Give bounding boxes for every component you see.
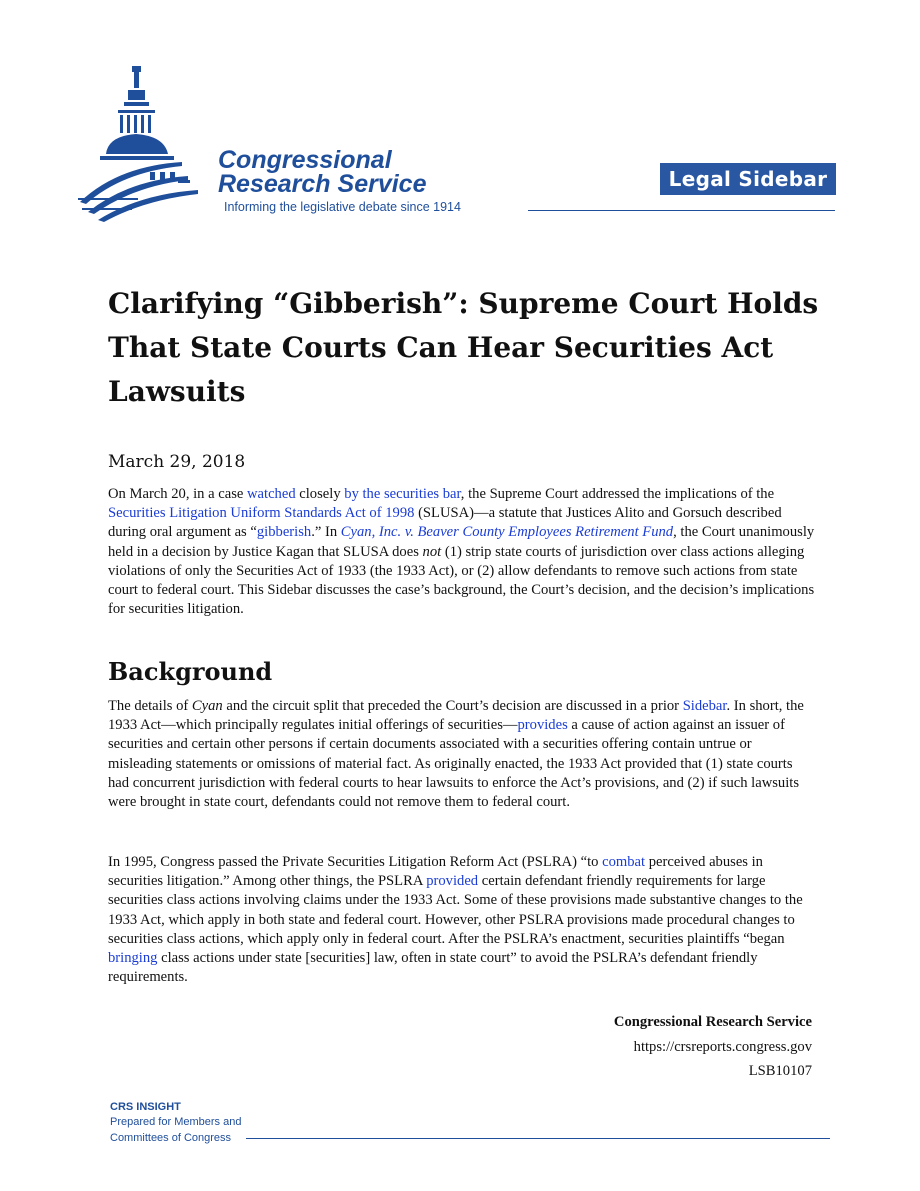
header-divider bbox=[528, 210, 835, 211]
footer-product-code: LSB10107 bbox=[748, 1063, 812, 1079]
text-run: On March 20, in a case bbox=[108, 486, 247, 502]
italic-text: Cyan bbox=[191, 698, 223, 714]
text-run: perceived abuses in securities litigation.” Among other things, the PSLRA bbox=[108, 854, 763, 890]
intro-paragraph bbox=[108, 485, 816, 619]
logo-tagline: Informing the legislative debate since 1914 bbox=[224, 200, 461, 214]
text-run: a cause of action against an issuer of securities and certain other persons if certain documents associated with a securities offering contain untrue or misleading statements or omissions of material fact. As originally enacted, the 1933 Act provided that (1) state courts had concurrent jurisdiction with federal courts to hear lawsuits to enforce the Act’s provisions, and (2) if such lawsuits were brought in state court, defendants could not remove them to federal court. bbox=[108, 717, 800, 811]
text-run: In 1995, Congress passed the Private Securities Litigation Reform Act (PSLRA) “to bbox=[108, 854, 603, 870]
inline-link[interactable]: combat bbox=[602, 854, 646, 870]
inline-link[interactable]: Sidebar bbox=[682, 698, 727, 714]
footer-url: https://crsreports.congress.gov bbox=[633, 1039, 812, 1055]
text-run: class actions under state [securities] law, often in state court” to avoid the PSLRA’s defendant friendly requirements. bbox=[108, 950, 758, 986]
inline-link[interactable]: provided bbox=[426, 873, 479, 890]
article-title: Clarifying “Gibberish”: Supreme Court Holds That State Courts Can Hear Securities Act Lawsuits bbox=[108, 287, 819, 408]
text-run: closely bbox=[295, 486, 345, 502]
crs-logo bbox=[78, 62, 538, 222]
background-paragraph-1 bbox=[108, 697, 816, 812]
text-run: .” In bbox=[311, 524, 341, 541]
background-paragraph-2 bbox=[108, 853, 816, 987]
text-run: (1) strip state courts of jurisdiction over class actions alleging violations of only the Securities Act of 1933 (the 1933 Act), or (2) allow defendants to remove such actions from state court to federal court. This Sidebar discusses the case’s background, the Court’s decision, and the decision’s implications for securities litigation. bbox=[108, 543, 815, 618]
inline-link[interactable]: Securities Litigation Uniform Standards Act of 1998 bbox=[108, 505, 415, 522]
footer-org-name: Congressional Research Service bbox=[613, 1014, 812, 1030]
section-heading-background: Background bbox=[108, 657, 273, 686]
inline-link[interactable]: bringing bbox=[108, 950, 158, 967]
logo-line-1: Congressional bbox=[218, 146, 392, 174]
inline-link[interactable]: gibberish bbox=[256, 524, 312, 541]
italic-text: not bbox=[422, 543, 442, 560]
logo-line-2: Research Service bbox=[218, 170, 427, 198]
inline-link[interactable]: provides bbox=[517, 717, 568, 734]
text-run: certain defendant friendly requirements for large securities class actions involving claims under the 1933 Act. Some of these provisions made substantive changes to the 1933 Act, which apply in both state and federal court. However, other PSLRA provisions made procedural changes to securities class actions, which apply only in federal court. After the PSLRA’s enactment, securities plaintiffs “began bbox=[108, 873, 803, 947]
text-run: , the Supreme Court addressed the implications of the bbox=[460, 486, 775, 502]
text-run: (SLUSA)—a statute that Justices Alito and Gorsuch described during oral argument as “ bbox=[108, 505, 782, 541]
prepared-for-line-2: Committees of Congress bbox=[110, 1132, 232, 1144]
inline-link[interactable]: by the securities bar bbox=[344, 486, 461, 502]
text-run: . In short, the 1933 Act—which principally regulates initial offerings of securities— bbox=[108, 698, 804, 734]
crs-insight-label: CRS INSIGHT bbox=[110, 1101, 181, 1113]
text-run: and the circuit split that preceded the Court’s decision are discussed in a prior bbox=[222, 698, 683, 714]
inline-link[interactable]: watched bbox=[247, 486, 296, 502]
capitol-dome-icon bbox=[78, 62, 228, 222]
text-run: The details of bbox=[108, 698, 192, 714]
footer-divider bbox=[246, 1138, 830, 1139]
article-date: March 29, 2018 bbox=[108, 452, 246, 472]
inline-link[interactable]: Cyan, Inc. v. Beaver County Employees Retirement Fund bbox=[340, 524, 674, 541]
legal-sidebar-badge: Legal Sidebar bbox=[660, 163, 836, 195]
text-run: , the Court unanimously held in a decision by Justice Kagan that SLUSA does bbox=[108, 524, 815, 560]
prepared-for-line-1: Prepared for Members and bbox=[110, 1116, 242, 1128]
